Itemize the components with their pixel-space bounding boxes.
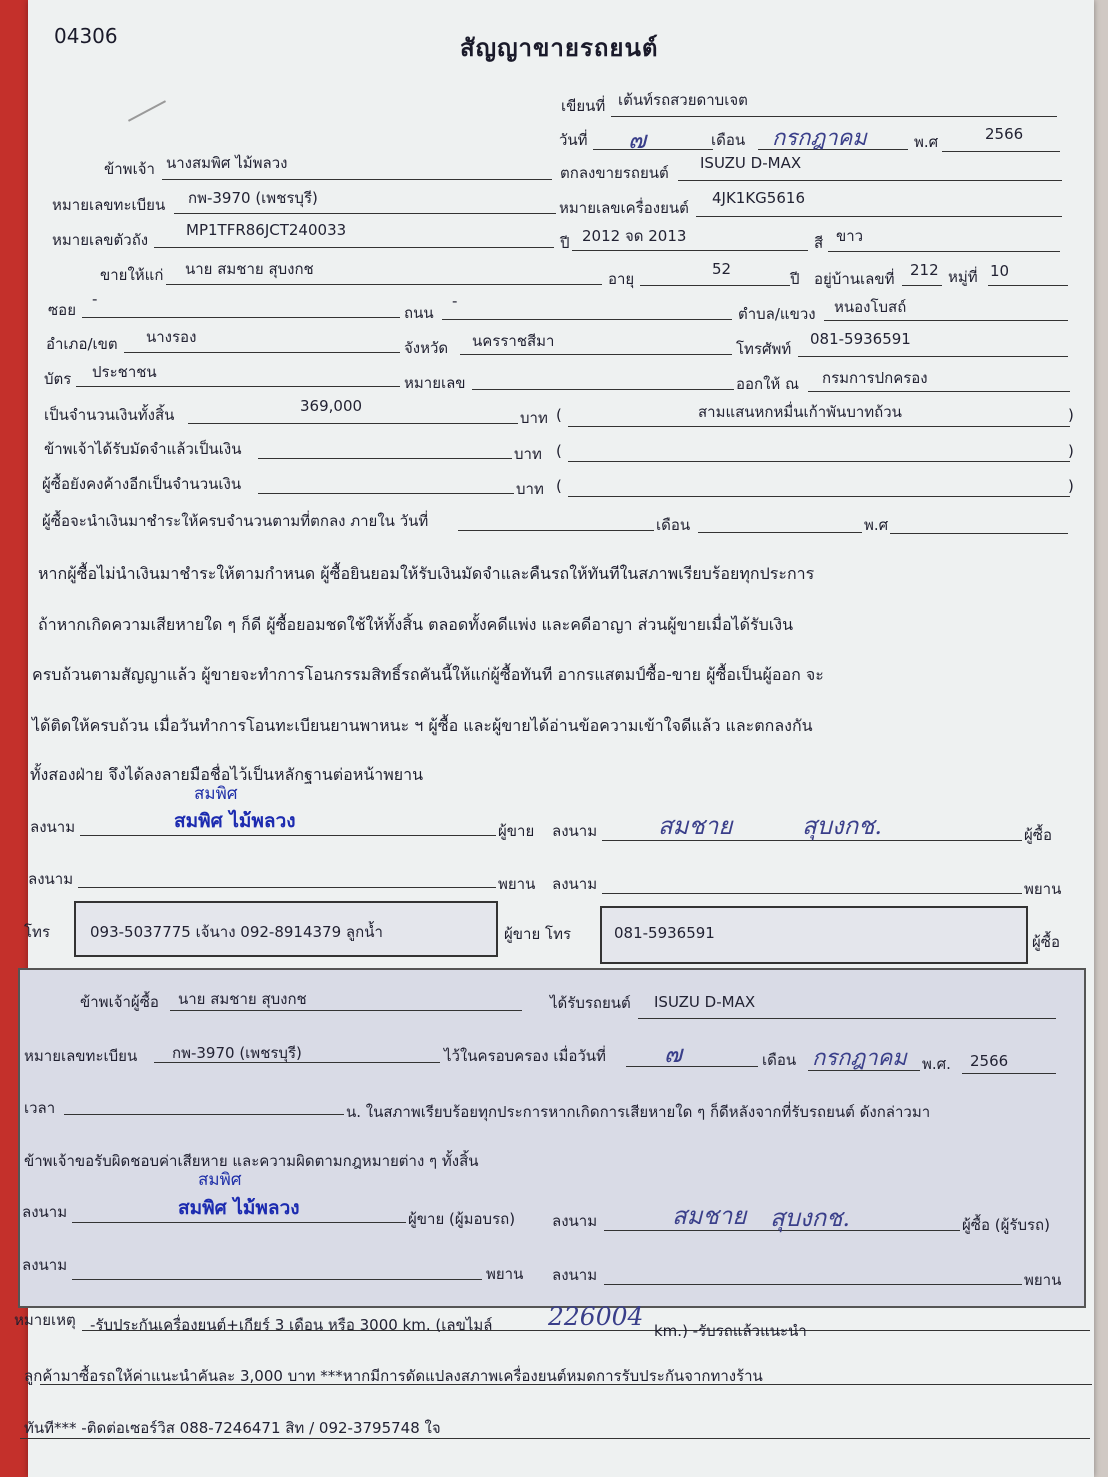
receipt-buyer-name: นาย สมชาย สุบงกช [178, 990, 307, 1008]
terms-line-2: ถ้าหากเกิดความเสียหายใด ๆ ก็ดี ผู้ซื้อยอมชดใช้ให้ทั้งสิ้น ตลอดทั้งคดีแพ่ง และคดีอาญา ส่วนผู้ขายเมื่อได้รับเงิน [38, 615, 794, 634]
buyer-signature-1: สมชาย [658, 812, 733, 840]
plate-number: กพ-3970 (เพชรบุรี) [188, 189, 318, 207]
engine-number: 4JK1KG5616 [712, 189, 805, 207]
receipt-seller-printed: สมพิศ ไม้พลวง [178, 1197, 300, 1219]
province-value: นครราชสีมา [472, 332, 555, 350]
contract-sheet: 04306 สัญญาขายรถยนต์ เขียนที่ เต้นท์รถสวยดาบเจต วันที่ ๗ เดือน กรกฎาคม พ.ศ 2566 ข้าพเจ้า นางสมพิศ ไม้พลวง ตกลงขายรถยนต์ ISUZU D-MAX หมายเลขทะเบียน กพ-3970 (เพชรบุรี) หมายเลขเครื่องยนต์ 4JK1KG5616 หมายเลขตัวถัง MP1TFR86JCT240033 ปี 2012 จด 2013 สี ขาว ขายให้แก่ นาย สมชาย สุบงกช อายุ 52 ปี อยู่บ้านเลขที่ 212 หมู่ที่ 10 ซอย - ถนน - ตำบล/แขวง หนองโบสถ์ อำเภอ/เขต นางรอง จังหวัด นครราชสีมา โทรศัพท์ 081-5936591 บัตร ประชาชน หมายเลข ออกให้ ณ กรมการปกครอง เป็นจำนวนเงินทั้งสิ้น 369,000 บาท ( สามแสนหกหมื่นเก้าพันบาทถ้วน ) ข้าพเจ้าได้รับมัดจำแล้วเป็นเงิน บาท ( ) ผู้ซื้อยังคงค้างอีกเป็นจำนวนเงิน บาท ( ) ผู้ซื้อจะนำเงินมาชำระให้ครบจำนวนตามที่ตกลง ภายใน วันที่ เดือน พ.ศ หากผู้ซื้อไม่นำเงินมาชำระให้ตามกำหนด ผู้ซื้อยินยอมให้รับเงินมัดจำและคืนรถให้ทันทีในสภาพเรียบร้อยทุกประการ ถ้าหากเกิดความเสียหายใด ๆ ก็ดี ผู้ซื้อยอมชดใช้ให้ทั้งสิ้น ตลอดทั้งคดีแพ่ง และคดีอาญา ส่วนผู้ขายเมื่อได้รับเงิน ครบถ้วนตามสัญญาแล้ว ผู้ขายจะทำการโอนกรรมสิทธิ์รถคันนี้ให้แก่ผู้ซื้อทันที อากรแสตมป์ซื้อ-ขาย ผู้ซื้อเป็นผู้ออก จะ ได้ติดให้ครบถ้วน เมื่อวันทำการโอนทะเบียนยานพาหนะ ฯ ผู้ซื้อ และผู้ขายได้อ่านข้อความเข้าใจดีแล้ว และตกลงกัน ทั้งสองฝ่าย จึงได้ลงลายมือชื่อไว้เป็นหลักฐานต่อหน้าพยาน ลงนาม สมพิศ สมพิศ ไม้พลวง ผู้ขาย ลงนาม สมชาย สุบงกช. ผู้ซื้อ ลงนาม พยาน ลงนาม พยาน โทร 093-5037775 เจ้นาง 092-8914379 ลูกน้ำ ผู้ขาย โทร 081-5936591 ผู้ซื้อ ข้าพเจ้าผู้ซื้อ นาย สมชาย สุบงกช ได้รับรถยนต์ ISUZU D-MAX หมายเลขทะเบียน กพ-3970 (เพชรบุรี) ไว้ในครอบครอง เมื่อวันที่ ๗ เดือน กรกฎาคม พ.ศ. 2566 เวลา น. ในสภาพเรียบร้อยทุกประการหากเกิดการเสียหายใด ๆ ก็ดีหลังจากที่รับรถยนต์ ดังกล่าวมา ข้าพเจ้าขอรับผิดชอบค่าเสียหาย และความผิดตามกฎหมายต่าง ๆ ทั้งสิ้น ลงนาม สมพิศ สมพิศ ไม้พลวง ผู้ขาย (ผู้มอบรถ) ลงนาม สมชาย สุบงกช. ผู้ซื้อ (ผู้รับรถ) ลงนาม พยาน ลงนาม พยาน หมายเหตุ -รับประกันเครื่องยนต์+เกียร์ 3 เดือน หรือ 3000 km. (เลขไมล์ 226004 km.) -รับรถแล้วแนะนำ ลูกค้ามาซื้อรถให้ค่าแนะนำคันละ 3,000 บาท ***หากมีการดัดแปลงสภาพเครื่องยนต์หมดการรับประกันจากทางร้าน ทันที*** -ติดต่อเซอร์วิส 088-7246471 สิท / 092-3795748 ใจ [28, 0, 1094, 1477]
remark-line-2: ลูกค้ามาซื้อรถให้ค่าแนะนำคันละ 3,000 บาท ***หากมีการดัดแปลงสภาพเครื่องยนต์หมดการรับประกันจากทางร้าน [24, 1367, 763, 1385]
seller-phones: 093-5037775 เจ้นาง 092-8914379 ลูกน้ำ [90, 923, 383, 941]
amphoe-value: นางรอง [146, 328, 197, 346]
buyer-phone-box-value: 081-5936591 [614, 924, 715, 942]
car-model: ISUZU D-MAX [700, 154, 802, 172]
house-number: 212 [910, 261, 939, 279]
receipt-seller-signature: สมพิศ [198, 1170, 242, 1190]
buyer-name: นาย สมชาย สุบงกช [185, 260, 314, 278]
moo-number: 10 [990, 262, 1010, 280]
seller-printed-name: สมพิศ ไม้พลวง [174, 810, 296, 832]
soi-value: - [92, 290, 98, 308]
remark-line-1b: km.) -รับรถแล้วแนะนำ [654, 1322, 807, 1340]
month-value: กรกฎาคม [772, 126, 867, 151]
day-value: ๗ [628, 126, 647, 154]
receipt-plate: กพ-3970 (เพชรบุรี) [172, 1044, 302, 1062]
total-amount: 369,000 [300, 397, 363, 415]
seller-name: นางสมพิศ ไม้พลวง [166, 154, 288, 172]
tambon-value: หนองโบสถ์ [834, 298, 907, 316]
receipt-month: กรกฎาคม [812, 1046, 907, 1071]
year-value: 2566 [985, 125, 1024, 143]
card-type: ประชาชน [92, 363, 157, 381]
buyer-age: 52 [712, 260, 732, 278]
receipt-buyer-sig-2: สุบงกช. [770, 1204, 851, 1232]
receipt-buyer-sig-1: สมชาย [672, 1202, 747, 1230]
buyer-phone: 081-5936591 [810, 330, 911, 348]
buyer-signature-2: สุบงกช. [802, 812, 883, 840]
written-at-value: เต้นท์รถสวยดาบเจต [618, 91, 748, 109]
receipt-section [18, 968, 1086, 1308]
seller-signature: สมพิศ [194, 784, 238, 804]
terms-line-4: ได้ติดให้ครบถ้วน เมื่อวันทำการโอนทะเบียนยานพาหนะ ฯ ผู้ซื้อ และผู้ขายได้อ่านข้อความเข้าใจดีแล้ว และตกลงกัน [32, 716, 813, 735]
issued-by-value: กรมการปกครอง [822, 369, 928, 387]
pen-mark [128, 100, 166, 121]
background-edge [1094, 0, 1108, 1477]
page-title: สัญญาขายรถยนต์ [460, 34, 659, 62]
car-color: ขาว [836, 227, 864, 245]
road-value: - [452, 292, 458, 310]
receipt-year: 2566 [970, 1052, 1009, 1070]
chassis-number: MP1TFR86JCT240033 [186, 221, 347, 239]
document-number: 04306 [54, 24, 118, 48]
terms-line-5: ทั้งสองฝ่าย จึงได้ลงลายมือชื่อไว้เป็นหลักฐานต่อหน้าพยาน [30, 765, 424, 784]
remark-line-1a: -รับประกันเครื่องยนต์+เกียร์ 3 เดือน หรือ 3000 km. (เลขไมล์ [90, 1316, 493, 1334]
terms-line-1: หากผู้ซื้อไม่นำเงินมาชำระให้ตามกำหนด ผู้ซื้อยินยอมให้รับเงินมัดจำและคืนรถให้ทันทีในสภาพเรียบร้อยทุกประการ [38, 564, 815, 583]
remark-line-3: ทันที*** -ติดต่อเซอร์วิส 088-7246471 สิท / 092-3795748 ใจ [24, 1419, 441, 1437]
receipt-day: ๗ [664, 1040, 683, 1068]
terms-line-3: ครบถ้วนตามสัญญาแล้ว ผู้ขายจะทำการโอนกรรมสิทธิ์รถคันนี้ให้แก่ผู้ซื้อทันที อากรแสตมป์ซื้อ-ขาย ผู้ซื้อเป็นผู้ออก จะ [32, 665, 824, 684]
mileage: 226004 [548, 1302, 644, 1331]
receipt-car-model: ISUZU D-MAX [654, 993, 756, 1011]
amount-in-words: สามแสนหกหมื่นเก้าพันบาทถ้วน [698, 403, 902, 421]
car-year: 2012 จด 2013 [582, 227, 687, 245]
